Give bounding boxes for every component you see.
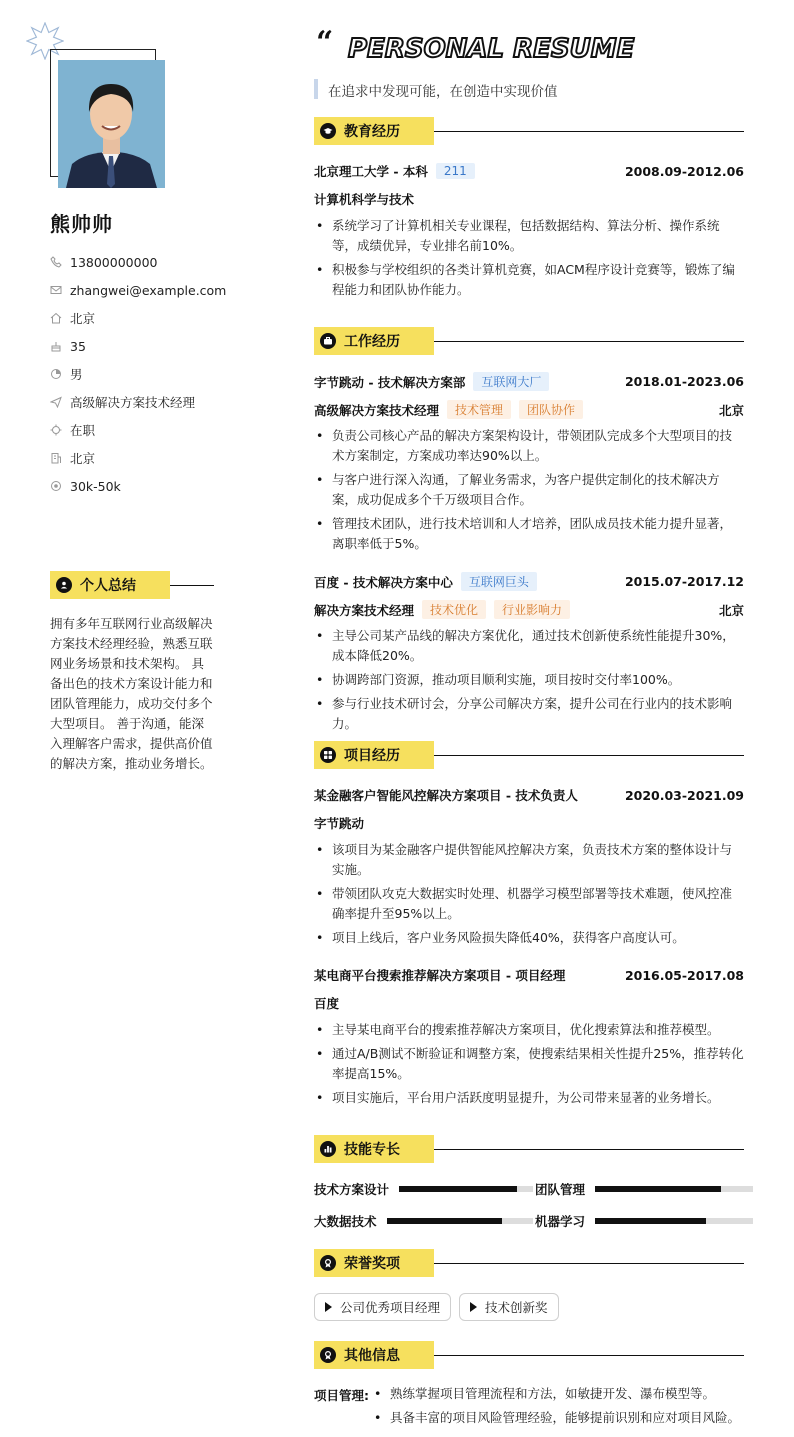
home-icon	[50, 312, 62, 324]
info-gender-text: 男	[70, 367, 83, 382]
education-section-header	[314, 117, 744, 145]
status-icon	[50, 424, 62, 436]
project-bullet: • 该项目为某金融客户提供智能风控解决方案，负责技术方案的整体设计与实施。	[314, 840, 744, 880]
info-position	[50, 388, 280, 416]
project-bullets	[314, 1020, 744, 1112]
award-icon	[320, 1347, 336, 1363]
info-age-text: 35	[70, 338, 86, 354]
job-role: 高级解决方案技术经理	[314, 402, 440, 418]
education-divider	[434, 131, 744, 132]
info-city-text: 北京	[70, 311, 96, 326]
info-city	[50, 304, 280, 332]
other-bullets	[372, 1384, 744, 1432]
project-date: 2020.03-2021.09	[624, 787, 744, 803]
job-header-row	[314, 372, 744, 391]
gender-icon	[50, 368, 62, 380]
info-salary-text: 30k-50k	[70, 478, 121, 494]
skills-title: 技能专长	[344, 1142, 400, 1158]
projects-title-tag	[314, 741, 434, 769]
award-icon	[320, 1255, 336, 1271]
info-email	[50, 276, 280, 304]
quote-mark: “	[316, 25, 334, 60]
skill-name: 技术方案设计	[314, 1182, 390, 1197]
info-location	[50, 444, 280, 472]
info-position-text: 高级解决方案技术经理	[70, 395, 196, 410]
job-bullet: • 参与行业技术研讨会，分享公司解决方案，提升公司在行业内的技术影响力。	[314, 694, 744, 734]
education-bullets	[314, 216, 744, 304]
skill-tag: 技术管理	[447, 400, 511, 419]
bar-chart-icon	[320, 1141, 336, 1157]
grid-icon	[320, 747, 336, 763]
skill-name: 机器学习	[535, 1214, 586, 1229]
job-date: 2015.07-2017.12	[624, 574, 744, 589]
skill-name: 大数据技术	[314, 1214, 377, 1229]
education-title: 教育经历	[344, 124, 400, 140]
education-header-row	[314, 162, 744, 180]
skill-bar	[595, 1218, 753, 1224]
info-salary	[50, 472, 280, 500]
honor-label: 公司优秀项目经理	[340, 1300, 441, 1315]
school-name: 北京理工大学 - 本科	[314, 164, 428, 179]
info-phone-text: 13800000000	[70, 254, 158, 270]
building-icon	[50, 452, 62, 464]
graduation-cap-icon	[320, 123, 336, 139]
honors-section-header	[314, 1249, 744, 1277]
motto-text: 在追求中发现可能，在创造中实现价值	[328, 84, 558, 100]
work-divider	[434, 341, 744, 342]
info-phone	[50, 248, 280, 276]
job-header-row	[314, 572, 744, 591]
honors-divider	[434, 1263, 744, 1264]
summary-section-header	[50, 571, 214, 599]
project-header-row	[314, 966, 744, 984]
job-role-row	[314, 400, 744, 419]
skill-bar-fill	[595, 1218, 706, 1224]
honors-title-tag	[314, 1249, 434, 1277]
cake-icon	[50, 340, 62, 352]
summary-divider	[170, 585, 214, 586]
company-tag: 互联网巨头	[461, 572, 537, 591]
job-bullets	[314, 626, 744, 738]
project-bullet: • 项目上线后，客户业务风险损失降低40%，获得客户高度认可。	[314, 928, 744, 948]
other-bullet: • 具备丰富的项目风险管理经验，能够提前识别和应对项目风险。	[372, 1408, 744, 1428]
job-company: 字节跳动 - 技术解决方案部	[314, 374, 466, 390]
skill-item	[535, 1212, 753, 1230]
project-date: 2016.05-2017.08	[624, 967, 744, 983]
honor-chip	[314, 1293, 451, 1321]
skill-bar	[387, 1218, 533, 1224]
education-bullet: • 系统学习了计算机相关专业课程，包括数据结构、算法分析、操作系统等，成绩优异，专业排名前10%。	[314, 216, 744, 256]
candidate-name: 熊帅帅	[50, 212, 113, 236]
project-org: 字节跳动	[314, 816, 365, 831]
skill-tag: 行业影响力	[494, 600, 570, 619]
education-bullet: • 积极参与学校组织的各类计算机竞赛，如ACM程序设计竞赛等，锻炼了编程能力和团队协作能力。	[314, 260, 744, 300]
work-title: 工作经历	[344, 334, 400, 350]
project-name: 某金融客户智能风控解决方案项目 - 技术负责人	[314, 788, 578, 803]
project-bullets	[314, 840, 744, 952]
info-location-text: 北京	[70, 451, 96, 466]
skill-bar	[595, 1186, 753, 1192]
summary-title-tag	[50, 571, 170, 599]
info-status-text: 在职	[70, 423, 96, 438]
skill-item	[535, 1180, 753, 1198]
education-major: 计算机科学与技术	[314, 192, 415, 207]
projects-section-header	[314, 741, 744, 769]
skills-divider	[434, 1149, 744, 1150]
company-tag: 互联网大厂	[473, 372, 549, 391]
skill-name: 团队管理	[535, 1182, 586, 1197]
send-icon	[50, 396, 62, 408]
project-bullet: • 带领团队攻克大数据实时处理、机器学习模型部署等技术难题，使风控准确率提升至95%以上。	[314, 884, 744, 924]
phone-icon	[50, 256, 62, 268]
mail-icon	[50, 284, 62, 296]
honor-label: 技术创新奖	[485, 1300, 548, 1315]
resume-title: PERSONAL RESUME	[348, 34, 635, 64]
skill-item	[314, 1180, 533, 1198]
project-name: 某电商平台搜索推荐解决方案项目 - 项目经理	[314, 968, 566, 983]
other-bullet: • 熟练掌握项目管理流程和方法，如敏捷开发、瀑布模型等。	[372, 1384, 744, 1404]
summary-title: 个人总结	[80, 578, 136, 594]
work-section-header	[314, 327, 744, 355]
info-status	[50, 416, 280, 444]
salary-icon	[50, 480, 62, 492]
projects-title: 项目经历	[344, 748, 400, 764]
other-title-tag	[314, 1341, 434, 1369]
play-icon	[325, 1302, 332, 1312]
job-date: 2018.01-2023.06	[624, 374, 744, 389]
skill-bar-fill	[387, 1218, 502, 1224]
info-gender	[50, 360, 280, 388]
skill-item	[314, 1212, 533, 1230]
project-org: 百度	[314, 996, 340, 1011]
other-title: 其他信息	[344, 1348, 400, 1364]
skills-section-header	[314, 1135, 744, 1163]
honor-chip	[459, 1293, 559, 1321]
info-age	[50, 332, 280, 360]
job-role: 解决方案技术经理	[314, 602, 415, 618]
contact-info-list	[50, 248, 280, 500]
job-role-row	[314, 600, 744, 619]
project-bullet: • 项目实施后，平台用户活跃度明显提升，为公司带来显著的业务增长。	[314, 1088, 744, 1108]
user-icon	[56, 577, 72, 593]
other-section-header	[314, 1341, 744, 1369]
skill-tag: 团队协作	[519, 400, 583, 419]
skills-title-tag	[314, 1135, 434, 1163]
skill-bar-fill	[595, 1186, 721, 1192]
project-bullet: • 通过A/B测试不断验证和调整方案，使搜索结果相关性提升25%，推荐转化率提高15%。	[314, 1044, 744, 1084]
other-label: 项目管理:	[314, 1388, 369, 1403]
education-title-tag	[314, 117, 434, 145]
play-icon	[470, 1302, 477, 1312]
skill-tag: 技术优化	[422, 600, 486, 619]
motto-accent-bar	[314, 79, 318, 99]
job-city: 北京	[718, 402, 744, 418]
job-bullet: • 协调跨部门资源，推动项目顺利实施，项目按时交付率100%。	[314, 670, 744, 690]
other-divider	[434, 1355, 744, 1356]
projects-divider	[434, 755, 744, 756]
job-bullet: • 管理技术团队，进行技术培训和人才培养，团队成员技术能力提升显著，离职率低于5%。	[314, 514, 744, 554]
briefcase-icon	[320, 333, 336, 349]
info-email-text: zhangwei@example.com	[70, 282, 227, 298]
work-title-tag	[314, 327, 434, 355]
job-bullet: • 与客户进行深入沟通，了解业务需求，为客户提供定制化的技术解决方案，成功促成多个千万级项目合作。	[314, 470, 744, 510]
education-date: 2008.09-2012.06	[624, 163, 744, 179]
project-header-row	[314, 786, 744, 804]
honors-title: 荣誉奖项	[344, 1256, 400, 1272]
skill-bar-fill	[399, 1186, 517, 1192]
job-company: 百度 - 技术解决方案中心	[314, 574, 453, 590]
summary-text: 拥有多年互联网行业高级解决方案技术经理经验，熟悉互联网业务场景和技术架构。 具备出色的技术方案设计能力和团队管理能力，成功交付多个大型项目。 善于沟通，能深入理解客户需求，提供高价值的解决方案，推动业务增长。	[50, 616, 213, 771]
job-city: 北京	[718, 602, 744, 618]
school-tag: 211	[436, 163, 475, 179]
avatar-photo	[58, 60, 165, 188]
job-bullet: • 主导公司某产品线的解决方案优化，通过技术创新使系统性能提升30%，成本降低20%。	[314, 626, 744, 666]
job-bullets	[314, 426, 744, 558]
skill-bar	[399, 1186, 533, 1192]
project-bullet: • 主导某电商平台的搜索推荐解决方案项目，优化搜索算法和推荐模型。	[314, 1020, 744, 1040]
job-bullet: • 负责公司核心产品的解决方案架构设计，带领团队完成多个大型项目的技术方案制定，方案成功率达90%以上。	[314, 426, 744, 466]
